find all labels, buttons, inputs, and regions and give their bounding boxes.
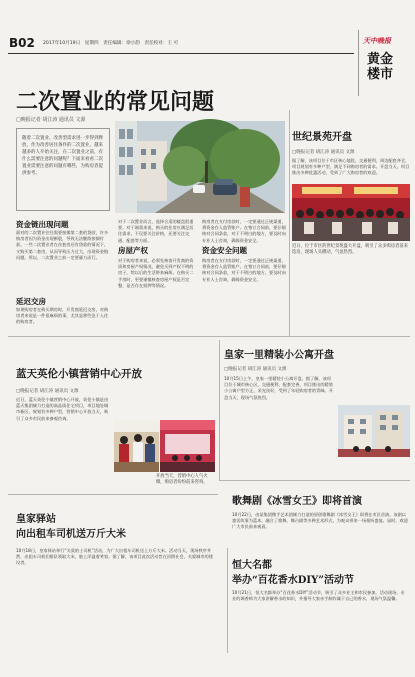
lead-text: 随着二次置业、改善型需求进一步得到释放，作为改善居住条件的二次置业，越来越多的人开始关注，在二次置业之前，有什么需要注意的问题呢？下面来看看二次置业需要注意的问题有哪些，为购房者提供参考。 (22, 136, 103, 176)
crowd-photo (292, 184, 410, 241)
section-heading-property: 房屋产权 (118, 246, 148, 255)
header-rule (8, 53, 354, 54)
section-heading-safety: 资金安全问题 (202, 246, 247, 255)
divider-vertical-1 (289, 110, 290, 336)
huangjia-text: 10月15日上午，皇家一里精装小公寓开盘。据了解，该项目位于城市核心区，交通便利，配套完善，项目推出的精装小公寓户型方正，采光良好，受到了年轻购房者的青睐。开盘当天，现场气氛热烈。 (224, 376, 333, 400)
divider-vertical-2 (219, 340, 220, 480)
jinjiu-byline: □晚报记者 胡江涛 通讯员 文源 (292, 150, 355, 155)
jinjiu-caption: 近日，位于市区的世纪景苑盛大开盘，吸引了众多购房者前来选房，现场人头攒动，气氛热烈。 (292, 244, 409, 255)
page-number: B02 (9, 36, 35, 50)
section-banner (358, 30, 411, 96)
jinjiu-headline: 世纪景苑开盘 (292, 132, 352, 143)
col2-text: 对于二次置业而言，选择合适的楼盘很重要。对于刚需来说，购买的住房应满足居住需求，不仅要关注价格，还要关注交通、配套等方面。 (118, 219, 194, 243)
section-text-delay: 如果购房者在购买期房时，开发商延迟交房，对购房者来说是一件很麻烦的事，尤其是那些急于入住的购房者。 (16, 307, 109, 325)
main-byline: □晚报记者 胡江涛 通讯员 文源 (16, 117, 86, 123)
col3-text: 购房者在支付房款时，一定要通过正规渠道，将资金存入监管账户。在签订合同前，要仔细核对合同条款，对于不明白的地方，要及时向专业人士咨询，确保资金安全。 (202, 219, 286, 243)
lanting-headline: 蓝天英伦小镇营销中心开放 (16, 368, 142, 380)
building-photo (338, 405, 410, 457)
section-heading-delay: 延迟交房 (16, 297, 46, 306)
lead-box (16, 128, 110, 211)
lanting-byline: □晚报记者 胡江涛 通讯员 文源 (16, 389, 79, 394)
section-text-safety: 购房者在支付房款时，一定要通过正规渠道，将资金存入监管账户。在签订合同前，要仔细核对合同条款，对于不明白的地方，要及时向专业人士咨询，确保资金安全。 (202, 258, 286, 282)
section-title: 黄金楼市 (367, 52, 394, 82)
section-text-funds: 面对的二次置业往往需要按揭第二套的贷款，许多购房者因为资金出现断裂，导致无法继续按揭付款。一些二次置业者在首套房还有贷款的情况下，又购买第二套房，从而导致压力过大，出现资金链问题。所以，二次置业之前一定要量力而行。 (16, 230, 109, 260)
street-photo (115, 121, 285, 213)
divider-horizontal-3 (8, 494, 218, 495)
yizhan-subheadline: 向出租车司机送万斤大米 (16, 529, 126, 540)
huangjia-byline: □晚报记者 胡江涛 通讯员 文源 (224, 367, 287, 372)
huangjia-headline: 皇家一里精装小公寓开盘 (224, 350, 334, 361)
ceremony-photo (114, 420, 159, 472)
main-headline: 二次置业的常见问题 (16, 89, 215, 115)
page-meta: 2017年10月19日 星期四 责任编辑：徐小韵 责任校对：王 可 (43, 41, 179, 46)
section-heading-funds: 资金链出现问题 (16, 220, 69, 229)
newspaper-logo: 天中晚报 (363, 36, 391, 45)
sanya-headline: 歌舞剧《冰雪女王》即将首演 (232, 496, 362, 507)
lanting-text: 近日，蓝天英伦小镇营销中心开放，英伦小镇是由蓝天集团倾力打造的高品质住宅项目，项目地处城市新区，规划有多种户型，营销中心开放当天，吸引了众多市民前来参观咨询。 (16, 397, 109, 421)
sanya-text: 10月22日，由某集团携手艺术团倾力打造的原创歌舞剧《冰雪女王》即将在市区首演。该剧以童话故事为蓝本，融合了歌舞、舞台剧等多种艺术形式，为观众带来一场视听盛宴。届时，欢迎广大市民前来观看。 (232, 512, 408, 530)
section-text-property: 对于购房者来说，必须先核查开发商的资质和房屋产权情况，避免买到产权不明的房子，给以后的生活带来麻烦。在购买二手房时，更要谨慎核查房屋产权是否完整，是否存在抵押等情况。 (118, 258, 194, 288)
divider-vertical-3 (227, 548, 228, 653)
yizhan-headline: 皇家驿站 (16, 514, 56, 525)
hengda-headline: 恒大名都 (232, 560, 272, 571)
lanting-caption: 开放当天，营销中心人气火爆，购房者纷纷前来咨询。 (156, 474, 208, 485)
hengda-text: 10月21日，恒大名都举办“百花香水DIY”活动节，吸引了众多业主和市民参加。活动现场，专业的调香师为大家讲解香水的知识，并指导大家亲手制作属于自己的香水，现场气氛温馨。 (232, 590, 405, 602)
jinjiu-text: 据了解，该项目位于市区核心地段，交通便利，周边配套齐全，项目规划有多种户型，满足不同购房者的需求。开盘当天，项目推出多种优惠活动，受到了广大购房者的欢迎。 (292, 158, 410, 176)
divider-horizontal-1 (8, 336, 410, 337)
yizhan-text: 10月18日，皇家驿站举行“关爱的士司机”活动，为广大出租车司机送上万斤大米。活动当天，现场秩序井然，出租车司机们排队领取大米，脸上洋溢着笑容。据了解，该项目此次活动旨在回馈社会，关爱城市的建设者。 (16, 548, 213, 566)
stage-photo (160, 420, 215, 472)
divider-horizontal-2 (219, 480, 410, 481)
hengda-subheadline: 举办“百花香水DIY”活动节 (232, 575, 354, 586)
